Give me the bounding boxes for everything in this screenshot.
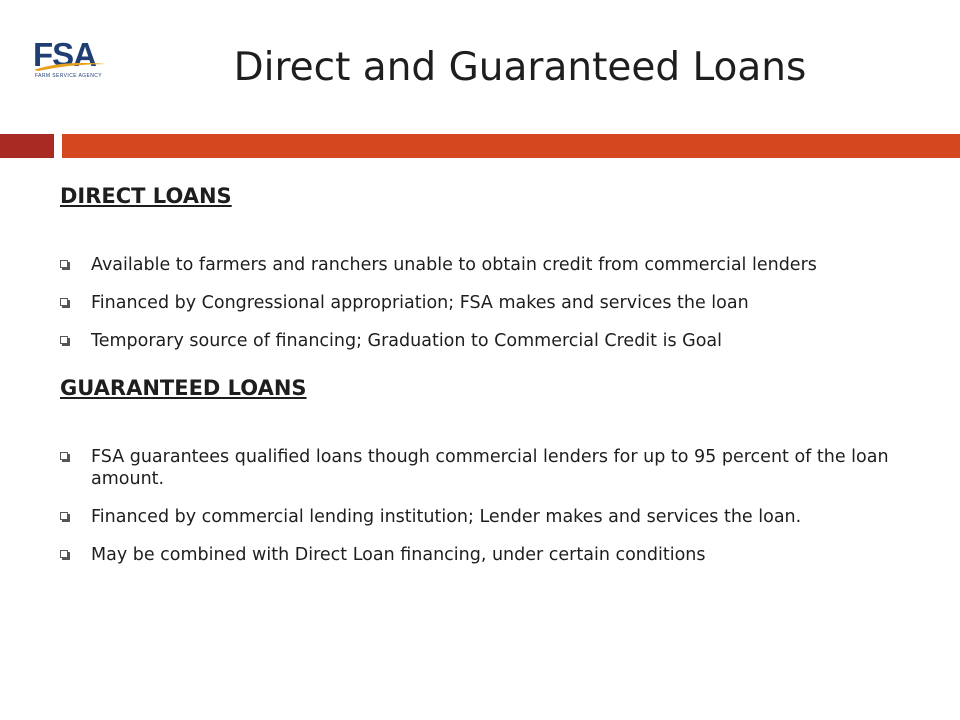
list-item-text: Temporary source of financing; Graduation to Commercial Credit is Goal bbox=[91, 331, 722, 351]
list-item-text: May be combined with Direct Loan financing, under certain conditions bbox=[91, 545, 706, 565]
list-item bbox=[60, 254, 900, 276]
direct-loans-list bbox=[60, 254, 900, 352]
list-item bbox=[60, 506, 900, 528]
slide-content bbox=[60, 176, 900, 582]
square-bullet-icon bbox=[60, 336, 68, 344]
fsa-logo bbox=[32, 38, 108, 82]
slide-title: Direct and Guaranteed Loans bbox=[233, 45, 807, 90]
list-item bbox=[60, 330, 900, 352]
direct-loans-section bbox=[60, 176, 900, 352]
direct-loans-heading: DIRECT LOANS bbox=[60, 184, 232, 208]
list-item bbox=[60, 292, 900, 314]
header-accent-bar-left bbox=[0, 134, 54, 158]
list-item bbox=[60, 544, 900, 566]
square-bullet-icon bbox=[60, 298, 68, 306]
fsa-logo-letters: FSA bbox=[33, 36, 96, 73]
list-item bbox=[60, 446, 900, 490]
square-bullet-icon bbox=[60, 452, 68, 460]
square-bullet-icon bbox=[60, 512, 68, 520]
guaranteed-loans-list bbox=[60, 446, 900, 566]
list-item-text: Financed by Congressional appropriation; FSA makes and services the loan bbox=[91, 293, 749, 313]
square-bullet-icon bbox=[60, 550, 68, 558]
list-item-text: Available to farmers and ranchers unable to obtain credit from commercial lenders bbox=[91, 255, 817, 275]
header-accent-bar-right bbox=[62, 134, 960, 158]
square-bullet-icon bbox=[60, 260, 68, 268]
list-item-text: Financed by commercial lending institution; Lender makes and services the loan. bbox=[91, 507, 802, 527]
fsa-logo-swoosh-icon bbox=[32, 58, 108, 72]
guaranteed-loans-heading: GUARANTEED LOANS bbox=[60, 376, 307, 400]
fsa-logo-tagline: FARM SERVICE AGENCY bbox=[35, 73, 102, 79]
guaranteed-loans-section bbox=[60, 368, 900, 566]
list-item-text: FSA guarantees qualified loans though commercial lenders for up to 95 percent of the loan amount. bbox=[91, 447, 889, 489]
